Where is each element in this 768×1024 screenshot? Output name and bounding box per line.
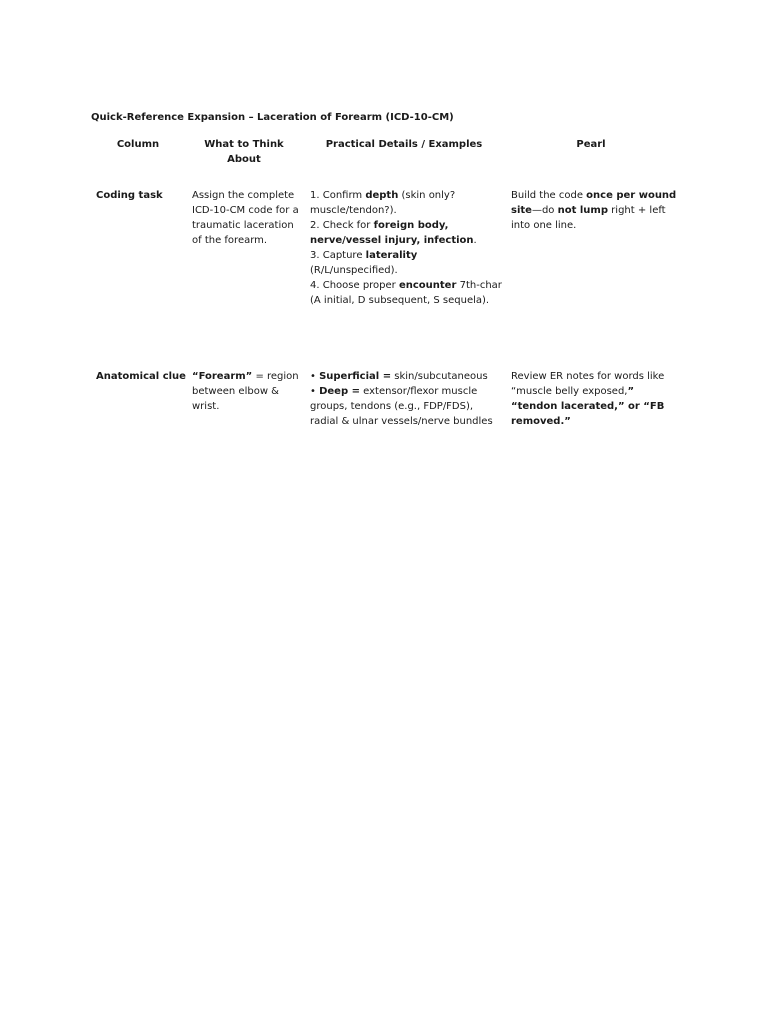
row-details-anatomical-clue [310,369,502,429]
details-step-3-text: 3. Capture [310,250,366,261]
details-deep-bold: Deep = [319,386,360,397]
think-text-definition: = region between elbow & wrist. [192,371,299,412]
pearl-bold-d: not lump [557,205,608,216]
details-step-1 [310,188,502,218]
details-step-4-rest: 7th-char (A initial, D subsequent, S sequela). [310,280,502,306]
details-superficial-bold: Superficial = [319,371,392,382]
pearl2-bold-b: ” “tendon lacerated,” or “FB removed [511,386,665,427]
header-practical-details: Practical Details / Examples [325,139,483,150]
pearl-bold-b: once per wound site [511,190,677,216]
details-step-2-text: 2. Check for [310,220,374,231]
details-step-3-bold: laterality [365,250,418,261]
row-pearl-coding-task [511,188,677,233]
pearl-text-c: —do [531,205,558,216]
document-title: Quick-Reference Expansion – Laceration of Forearm (ICD-10-CM) [91,112,454,123]
details-superficial-rest: skin/subcutaneous [391,371,488,382]
pearl-text-a: Build the code [511,190,587,201]
pearl2-bold-c: .” [560,416,571,427]
row-pearl-anatomical-clue [511,369,677,429]
bullet-superficial: • [310,371,320,382]
header-pearl: Pearl [576,139,606,150]
details-step-4 [310,278,502,308]
row-details-coding-task [310,188,502,308]
details-step-4-bold: encounter [398,280,457,291]
row-label-anatomical-clue: Anatomical clue [96,371,186,382]
details-step-2-rest: . [473,235,477,246]
details-step-2-bold: foreign body, nerve/vessel injury, infection [310,220,474,246]
header-column: Column [116,139,160,150]
bullet-deep: • [310,386,320,397]
details-superficial [310,369,502,384]
details-step-1-bold: depth [365,190,399,201]
pearl2-text-a: Review ER notes for words like “muscle belly exposed, [511,371,665,397]
details-step-4-text: 4. Choose proper [310,280,399,291]
details-deep-rest: extensor/flexor muscle groups, tendons (e.g., FDP/FDS), radial & ulnar vessels/nerve bundles [310,386,493,427]
details-step-3-rest: (R/L/unspecified). [310,265,398,276]
details-step-1-rest: (skin only? muscle/tendon?). [310,190,456,216]
header-what-to-think-about: What to Think About [204,139,284,165]
details-step-1-text: 1. Confirm [310,190,366,201]
details-step-2 [310,218,502,248]
row-label-coding-task: Coding task [96,190,163,201]
row-think-coding-task: Assign the complete ICD-10-CM code for a traumatic laceration of the forearm. [192,190,299,246]
details-step-3 [310,248,502,278]
think-bold-forearm: “Forearm” [192,371,253,382]
row-think-anatomical-clue [192,369,300,414]
details-deep [310,384,502,429]
pearl-text-e: right + left into one line. [511,205,666,231]
